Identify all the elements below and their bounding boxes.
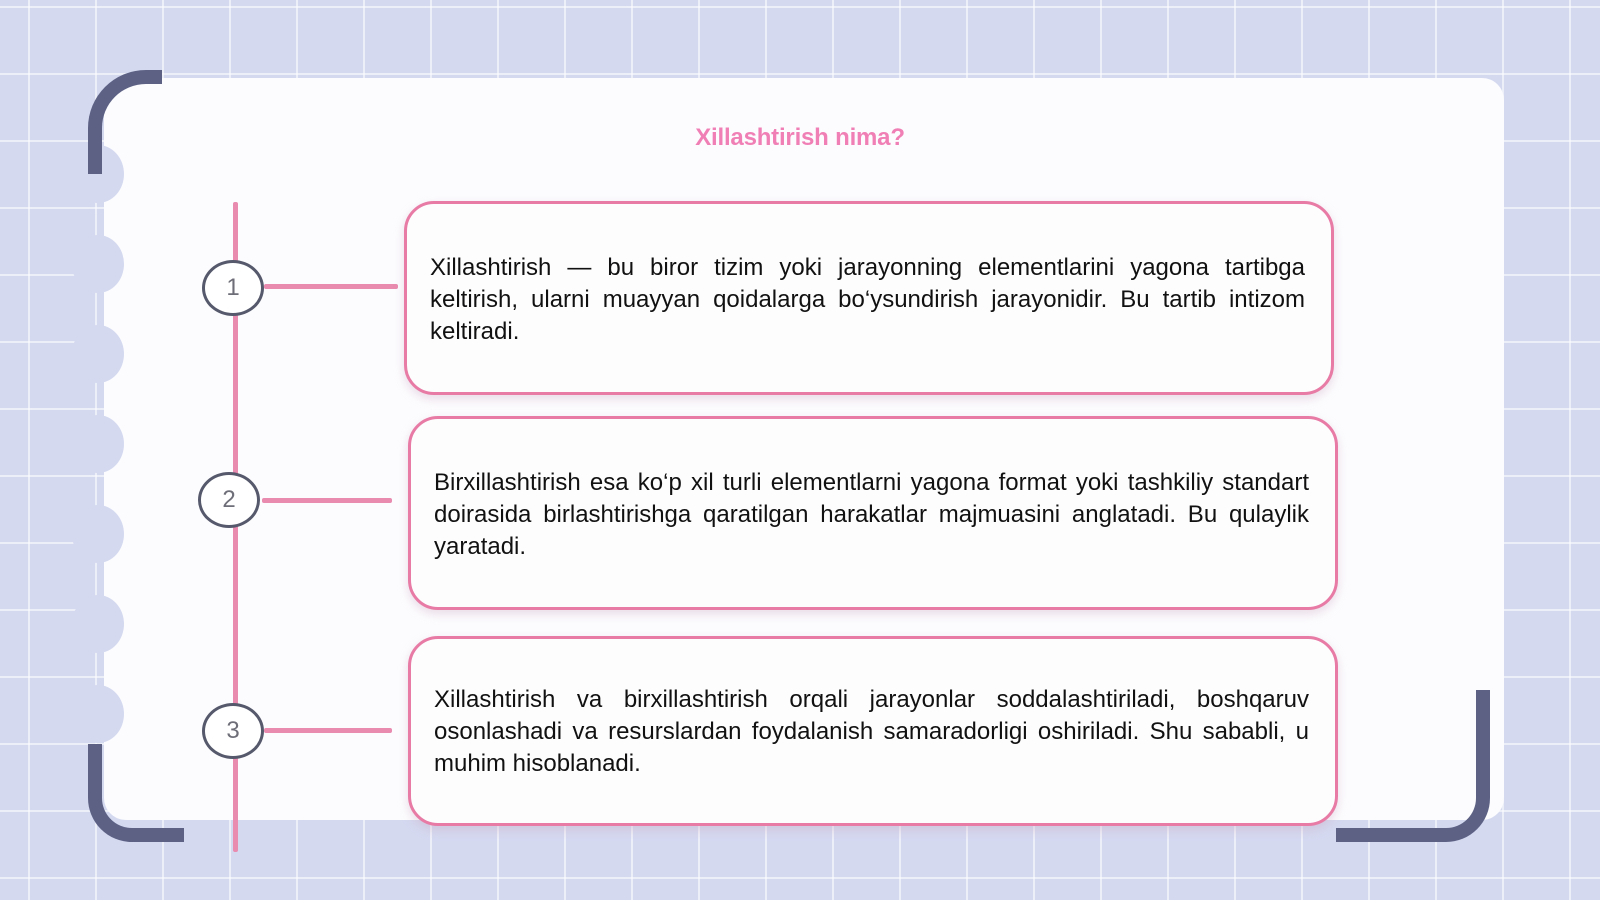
step-connector bbox=[264, 284, 398, 289]
step-number: 2 bbox=[222, 486, 236, 513]
frame-corner-top-left bbox=[88, 70, 162, 174]
paper-scallop bbox=[72, 325, 124, 383]
step-badge-3 bbox=[202, 703, 264, 759]
frame-corner-bottom-right bbox=[1336, 690, 1490, 842]
paper-scallop bbox=[72, 685, 124, 743]
step-badge-1 bbox=[202, 260, 264, 316]
step-connector bbox=[262, 498, 392, 503]
step-number: 1 bbox=[226, 274, 240, 301]
paper-scallop bbox=[72, 505, 124, 563]
paper-scallop bbox=[72, 595, 124, 653]
definition-card-text: Xillashtirish va birxillashtirish orqali jarayonlar soddalashtiriladi, boshqaruv osonlashadi va resurslardan foydalanish samaradorligi oshiriladi. Shu sababli, u muhim hisoblanadi. bbox=[434, 686, 1309, 777]
step-connector bbox=[264, 728, 392, 733]
frame-corner-bottom-left bbox=[88, 744, 184, 842]
paper-scallop bbox=[72, 415, 124, 473]
slide-title: Xillashtirish nima? bbox=[695, 124, 905, 151]
definition-card-text: Xillashtirish — bu biror tizim yoki jarayonning elementlarini yagona tartibga keltirish, ularni muayyan qoidalarga bo‘ysundirish jarayonidir. Bu tartib intizom keltiradi. bbox=[430, 254, 1305, 345]
definition-card-text: Birxillashtirish esa ko‘p xil turli elementlarni yagona format yoki tashkiliy standart doirasida birlashtirishga qaratilgan harakatlar majmuasini anglatadi. Bu qulaylik yaratadi. bbox=[434, 469, 1309, 560]
step-badge-2 bbox=[198, 472, 260, 528]
paper-scallop bbox=[72, 235, 124, 293]
step-number: 3 bbox=[226, 717, 240, 744]
